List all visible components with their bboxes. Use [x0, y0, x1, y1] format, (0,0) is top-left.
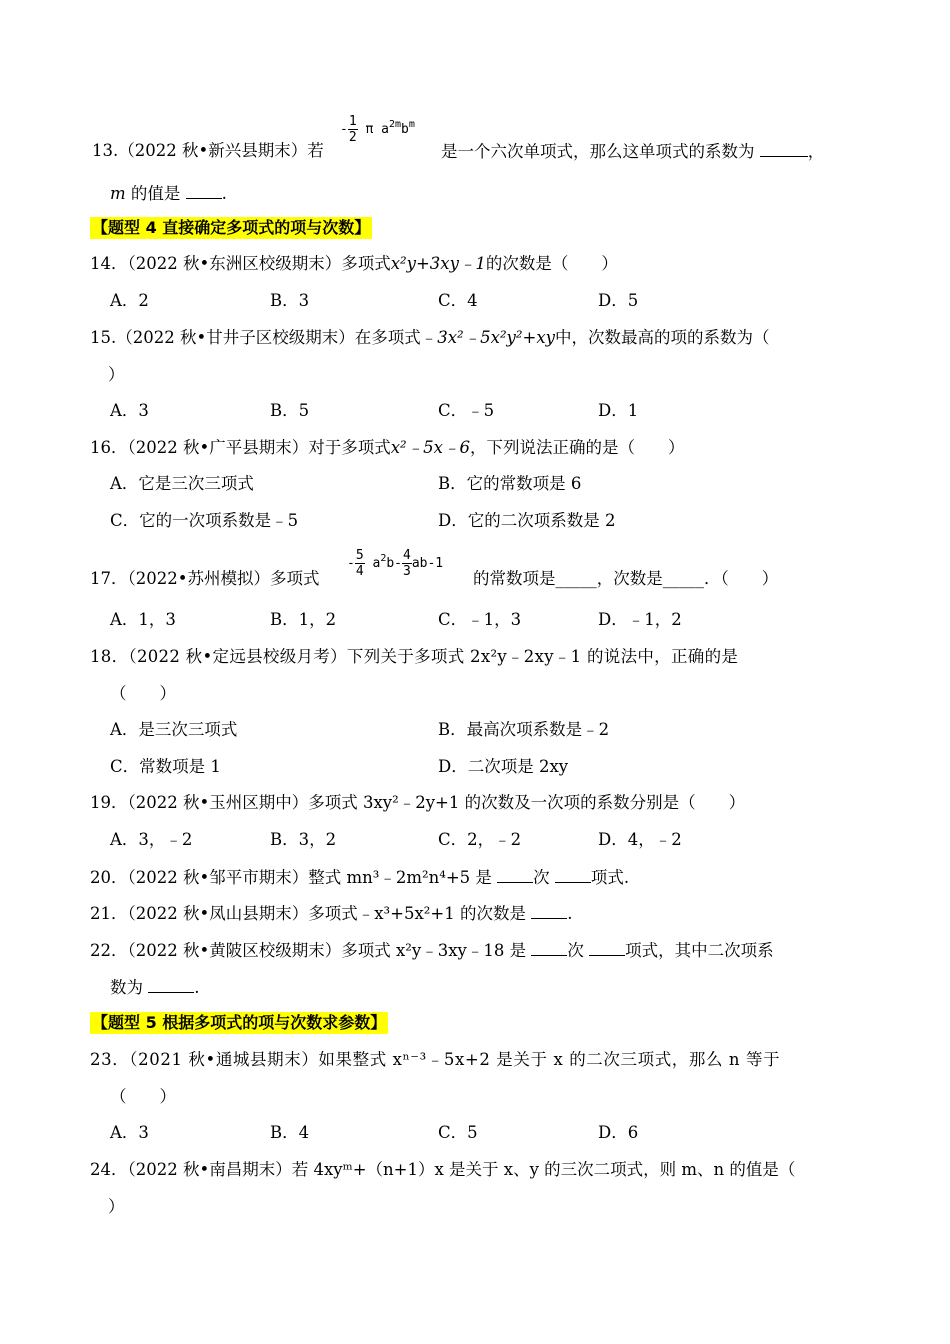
q16-stem: 16．（2022 秋•广平县期末）对于多项式x²﹣5x﹣6，下列说法正确的是（ ） — [90, 438, 685, 457]
q14-stem: 14．（2022 秋•东洲区校级期末）多项式x²y+3xy﹣1的次数是（ ） — [90, 254, 618, 273]
q13-blank-m[interactable] — [186, 182, 222, 199]
q23-stem: 23．（2021 秋•通城县期末）如果整式 xⁿ⁻³﹣5x+2 是关于 x 的二次三项式，那么 n 等于 — [90, 1050, 781, 1069]
section-header-4: 【题型 4 直接确定多项式的项与次数】 — [92, 218, 371, 237]
q13-blank-coefficient[interactable] — [760, 140, 808, 157]
q23-option-b[interactable]: B．4 — [270, 1123, 310, 1142]
q13-formula-image: - $\frac{1}{2}$ π $a^{2m}b^m$ — [340, 114, 415, 145]
q14-option-c[interactable]: C．4 — [438, 291, 478, 310]
q20-blank-terms[interactable] — [555, 866, 591, 883]
q16-option-a[interactable]: A．它是三次三项式 — [110, 474, 254, 493]
q14-option-d[interactable]: D．5 — [598, 291, 639, 310]
q17-option-a[interactable]: A．1，3 — [110, 610, 176, 629]
q18-option-a[interactable]: A．是三次三项式 — [110, 720, 238, 739]
q15-option-d[interactable]: D．1 — [598, 401, 639, 420]
q18-stem-line2: （ ） — [110, 684, 176, 703]
q15-stem: 15.（2022 秋•甘井子区校级期末）在多项式﹣3x²﹣5x²y²+xy中，次数最高的项的系数为（ — [90, 328, 770, 347]
q13-line2: m 的值是 . — [110, 184, 227, 203]
q24-stem: 24．（2022 秋•南昌期末）若 4xyᵐ+（n+1）x 是关于 x、y 的三次二项式，则 m、n 的值是（ — [90, 1160, 796, 1179]
q14-option-a[interactable]: A．2 — [110, 291, 149, 310]
q17-option-d[interactable]: D．﹣1，2 — [598, 610, 682, 629]
q17-option-b[interactable]: B．1，2 — [270, 610, 337, 629]
q19-option-b[interactable]: B．3，2 — [270, 830, 337, 849]
q19-option-c[interactable]: C．2，﹣2 — [438, 830, 522, 849]
q22-stem-line2: 数为 . — [110, 978, 200, 997]
q15-option-a[interactable]: A．3 — [110, 401, 149, 420]
q21-stem: 21．（2022 秋•凤山县期末）多项式﹣x³+5x²+1 的次数是 . — [90, 904, 573, 923]
q22-blank-degree[interactable] — [531, 939, 567, 956]
q17-stem-suffix: 的常数项是_____，次数是_____．（ ） — [473, 569, 779, 588]
q16-option-d[interactable]: D．它的二次项系数是 2 — [438, 511, 616, 530]
q19-option-d[interactable]: D．4，﹣2 — [598, 830, 682, 849]
q23-option-d[interactable]: D．6 — [598, 1123, 639, 1142]
q19-stem: 19．（2022 秋•玉州区期中）多项式 3xy²﹣2y+1 的次数及一次项的系数分别是（ ） — [90, 793, 746, 812]
q18-stem: 18．（2022 秋•定远县校级月考）下列关于多项式 2x²y﹣2xy﹣1 的说法中，正确的是 — [90, 647, 739, 666]
q22-blank-terms[interactable] — [589, 939, 625, 956]
q18-option-c[interactable]: C．常数项是 1 — [110, 757, 221, 776]
q23-option-c[interactable]: C．5 — [438, 1123, 478, 1142]
section-header-5: 【题型 5 根据多项式的项与次数求参数】 — [92, 1013, 387, 1032]
q20-blank-degree[interactable] — [497, 866, 533, 883]
q19-option-a[interactable]: A．3，﹣2 — [110, 830, 193, 849]
q18-option-d[interactable]: D．二次项是 2xy — [438, 757, 569, 776]
q18-option-b[interactable]: B．最高次项系数是﹣2 — [438, 720, 610, 739]
q22-stem: 22．（2022 秋•黄陂区校级期末）多项式 x²y﹣3xy﹣18 是 次 项式，其中二次项系 — [90, 941, 774, 960]
q13-line1-text: 是一个六次单项式，那么这单项式的系数为 ， — [441, 142, 825, 161]
q16-option-c[interactable]: C．它的一次项系数是﹣5 — [110, 511, 299, 530]
q23-stem-line2: （ ） — [110, 1087, 176, 1106]
q17-stem-prefix: 17．（2022•苏州模拟）多项式 — [90, 569, 320, 588]
q14-option-b[interactable]: B．3 — [270, 291, 310, 310]
q17-formula-image: - $\frac{5}{4}$ $a^2b-$ $\frac{4}{3}$ ab-1 — [347, 548, 444, 579]
q17-option-c[interactable]: C．﹣1，3 — [438, 610, 522, 629]
q15-option-c[interactable]: C．﹣5 — [438, 401, 495, 420]
q24-stem-line2: ） — [108, 1197, 125, 1216]
q15-option-b[interactable]: B．5 — [270, 401, 310, 420]
q15-stem-line2: ） — [108, 365, 125, 384]
q21-blank-degree[interactable] — [531, 902, 567, 919]
q20-stem: 20．（2022 秋•邹平市期末）整式 mn³﹣2m²n⁴+5 是 次 项式. — [90, 868, 630, 887]
q16-option-b[interactable]: B．它的常数项是 6 — [438, 474, 582, 493]
q22-blank-coefficient[interactable] — [148, 976, 194, 993]
q23-option-a[interactable]: A．3 — [110, 1123, 149, 1142]
q13-line1-prefix: 13.（2022 秋•新兴县期末）若 — [92, 141, 324, 160]
